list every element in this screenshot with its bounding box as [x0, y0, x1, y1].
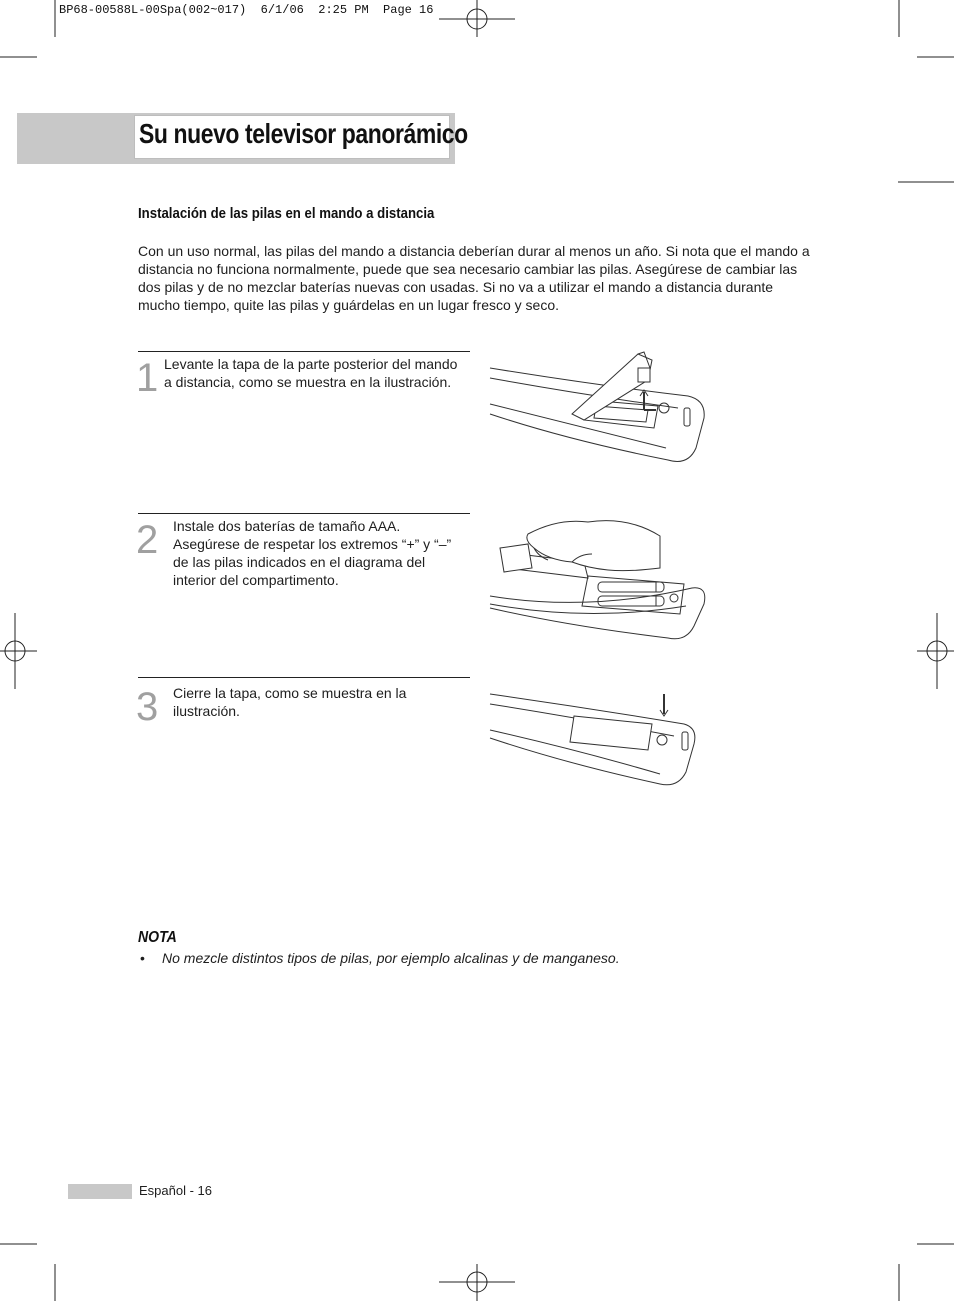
step-1-rule — [138, 351, 470, 352]
step-2-text: Instale dos baterías de tamaño AAA. Asegúrese de respetar los extremos “+” y “–” de las pilas indicados en el diagrama del interior del compartimento. — [173, 518, 452, 588]
step-2-number: 2 — [136, 518, 159, 562]
remote-open-cover-illustration — [488, 348, 710, 466]
registration-mark-icon — [439, 0, 515, 37]
footer-bar — [68, 1184, 132, 1199]
step-3-rule — [138, 677, 470, 678]
note-item — [140, 950, 620, 966]
remote-insert-batteries-illustration — [488, 508, 710, 648]
remote-close-cover-illustration — [488, 686, 700, 790]
page-title: Su nuevo televisor panorámico — [139, 118, 468, 149]
intro-paragraph: Con un uso normal, las pilas del mando a distancia deberían durar al menos un año. Si nota que el mando a distancia no funciona normalmente, puede que sea necesario cambiar las pilas. Asegúrese de cambiar las dos pilas y de no mezclar baterías nuevas con usadas. Si no va a utilizar el mando a distancia durante mucho tiempo, quite las pilas y guárdelas en un lugar fresco y seco. — [138, 243, 810, 313]
note-bullet: • — [140, 950, 145, 966]
page-number: Español - 16 — [139, 1183, 212, 1198]
step-3-text: Cierre la tapa, como se muestra en la ilustración. — [173, 685, 407, 719]
step-1-text: Levante la tapa de la parte posterior del mando a distancia, como se muestra en la ilustración. — [164, 356, 458, 390]
section-heading: Instalación de las pilas en el mando a distancia — [138, 205, 435, 222]
note-text: No mezcle distintos tipos de pilas, por ejemplo alcalinas y de manganeso. — [162, 950, 620, 966]
note-title: NOTA — [138, 929, 177, 946]
step-2-rule — [138, 513, 470, 514]
print-slug: BP68-00588L-00Spa(002~017) 6/1/06 2:25 PM Page 16 — [59, 3, 434, 17]
step-1-number: 1 — [136, 356, 159, 400]
step-3-number: 3 — [136, 685, 159, 729]
